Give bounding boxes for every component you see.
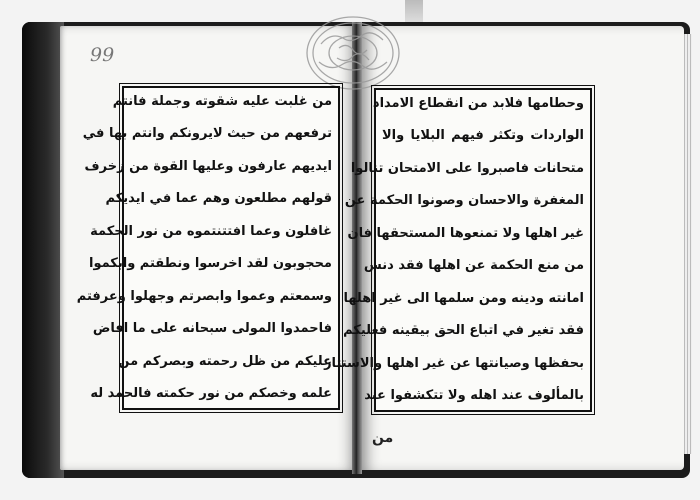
book-spine-edge	[22, 22, 64, 478]
text-line: امانته ودينه ومن سلمها الى غير اهلها	[343, 290, 584, 306]
text-line: بالمألوف عند اهله ولا تتكشفوا عند	[364, 387, 584, 403]
text-line: فاحمدوا المولى سبحانه على ما افاض	[92, 321, 332, 337]
text-line: متحانات فاصبروا على الامتحان تنالوا	[350, 160, 584, 176]
text-line: بحفظها وصيانتها عن غير اهلها والاستتار	[324, 355, 584, 371]
text-line: فقد تغير في اتباع الحق بيقينه فعليكم	[343, 323, 584, 339]
text-line: وسمعتم وعموا وابصرتم وجهلوا وعرفتم	[76, 288, 332, 304]
text-line: من منع الحكمة عن اهلها فقد دنس	[363, 258, 584, 274]
text-line: الواردات وتكثر فيهم البلايا والا	[382, 128, 584, 144]
text-line: ترفعهم من حيث لايرونكم وانتم بها في	[82, 126, 332, 142]
text-line: وحطامها فلابد من انقطاع الامداد	[372, 96, 584, 111]
text-line: قولهم مطلعون وهم عما في ايديكم	[105, 191, 332, 207]
library-seal-stamp	[303, 14, 403, 92]
text-line: محجوبون لقد اخرسوا ونطقتم وابكموا	[88, 256, 332, 272]
page-edges	[684, 34, 692, 454]
catchword: من	[372, 430, 394, 446]
text-line: ايديهم عارفون وعليها القوة من زخرف	[84, 158, 332, 174]
left-text-block	[76, 86, 340, 410]
text-line: غير اهلها ولا تمنعوها المستحقها فان	[347, 225, 584, 241]
right-text-block	[324, 88, 592, 412]
text-line: من غلبت عليه شقوته وجملة فانتم	[112, 94, 332, 109]
text-line: عليكم من ظل رحمته وبصركم من	[118, 353, 332, 369]
text-line: علمه وخصكم من نور حكمته فالحمد له	[90, 385, 332, 401]
page-tab	[405, 0, 423, 22]
text-line: غافلون وعما افتتنتموه من نور الحكمة	[90, 223, 332, 239]
text-line: المغفرة والاحسان وصونوا الحكمة عن	[344, 193, 584, 209]
folio-number: 99	[90, 44, 115, 66]
